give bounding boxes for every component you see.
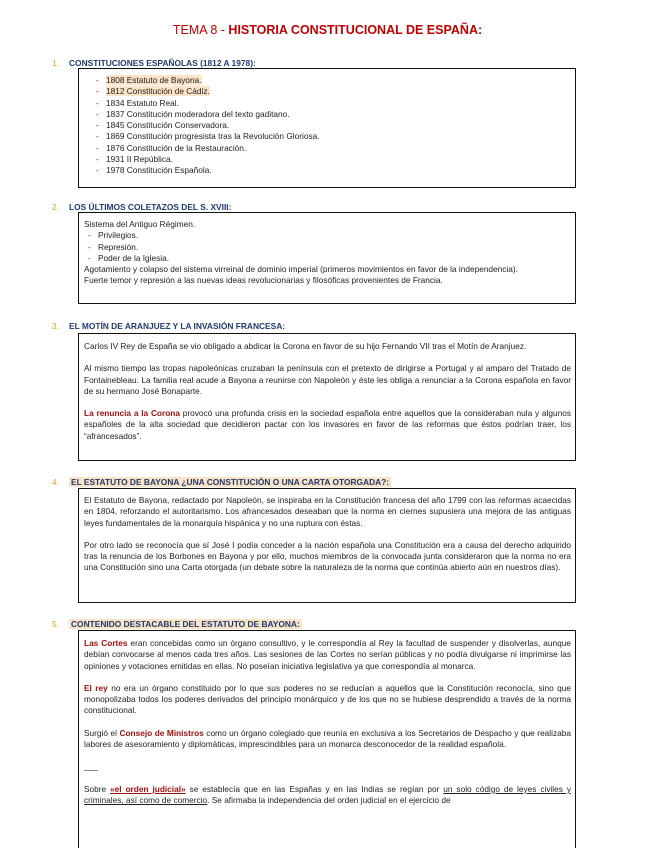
constituciones-box bbox=[78, 68, 576, 188]
list-item-text: Poder de la Iglesia. bbox=[98, 252, 170, 263]
dash-bullet: - bbox=[96, 97, 99, 108]
dash-bullet: - bbox=[96, 108, 99, 119]
list-item bbox=[88, 242, 567, 253]
section-number: 1. bbox=[52, 58, 59, 68]
underlined-text: un solo código de leyes civiles y criminales, así como de comercio bbox=[84, 783, 571, 805]
paragraph bbox=[84, 784, 571, 807]
page-title bbox=[0, 23, 655, 37]
list-item bbox=[96, 143, 567, 154]
highlight-term: El rey bbox=[84, 682, 108, 693]
list-item bbox=[96, 75, 567, 86]
paragraph: El Estatuto de Bayona, redactado por Napoleón, se inspiraba en la Constitución francesa del año 1799 con las reformas acaecidas en 1804, reforzando el autoritarismo. Los afrancesados deseaban que la norma en ciernes supusiera una mejora de las antiguas leyes fundamentales de la monarquía hispánica y no una ruptura con éstas. bbox=[84, 495, 571, 528]
dash-bullet: - bbox=[88, 252, 91, 263]
paragraph: Por otro lado se reconocía que sí José I podía conceder a la nación española una Constitución era a causa del derecho adquirido tras la renuncia de los Borbones en Bayona y por ello, muchos miembros de la convocada junta consideraron que la norma no era una Constitución sino una Carta otorgada (un debate sobre la naturaleza de la norma que continúa abierto aún en nuestros días). bbox=[84, 539, 571, 573]
section-title: EL MOTÍN DE ARANJUEZ Y LA INVASIÓN FRANCESA: bbox=[69, 321, 286, 331]
section-number: 2. bbox=[52, 202, 59, 212]
list-item bbox=[96, 154, 567, 165]
title-main: HISTORIA CONSTITUCIONAL DE ESPAÑA: bbox=[228, 23, 483, 37]
section-title: CONSTITUCIONES ESPAÑOLAS (1812 A 1978): bbox=[69, 58, 256, 68]
dash-bullet: - bbox=[96, 131, 99, 142]
list-item bbox=[88, 253, 567, 264]
list-item-text: 1845 Constitución Conservadora. bbox=[106, 120, 230, 131]
paragraph: Agotamiento y colapso del sistema virreinal de dominio imperial (primeros movimientos en favor de la independencia). bbox=[84, 264, 518, 275]
section-4-heading bbox=[52, 477, 391, 487]
list-item-text: 1808 Estatuto de Bayona. bbox=[106, 75, 202, 85]
highlight-term: La renuncia a la Corona bbox=[84, 408, 180, 419]
estatuto-box bbox=[78, 488, 576, 603]
dash-bullet: - bbox=[96, 142, 99, 153]
paragraph-text: como un órgano colegiado que reunía en exclusiva a los Secretarios de Despacho y que realizaba labores de asesoramiento y diplomáticas, imprescindibles para un monarca desconocedor de la realidad española. bbox=[84, 727, 571, 750]
section-title: EL ESTATUTO DE BAYONA ¿UNA CONSTITUCIÓN O UNA CARTA OTORGADA?: bbox=[71, 477, 390, 487]
section-5-heading bbox=[52, 619, 302, 629]
list-item bbox=[96, 120, 567, 131]
paragraph: Carlos IV Rey de España se vio obligado a abdicar la Corona en favor de su hijo Fernando VII tras el Motín de Aranjuez. bbox=[84, 341, 527, 351]
dash-bullet: - bbox=[96, 86, 99, 97]
separator: ___ bbox=[84, 761, 98, 772]
paragraph-text: provocó una profunda crisis en la sociedad española entre aquellos que la consideraban nula y algunos españoles de la alta sociedad que decidieron pactar con los invasores en favor de las reformas que éstos podrían traer, los “afrancesados”. bbox=[84, 408, 571, 441]
paragraph-text: no era un órgano constituido por lo que sus poderes no se reducían a aquellos que la Constitución reconocía, sino que monopolizaba todos los poderes derivados del principio monárquico y de los que no se hubiese desprendido a través de la norma constitucional. bbox=[84, 682, 572, 716]
highlight-term: Consejo de Ministros bbox=[119, 727, 204, 738]
paragraph bbox=[84, 408, 571, 442]
list-item-text: 1931 II República. bbox=[106, 154, 173, 165]
paragraph-text: eran concebidas como un órgano consultivo, y le correspondía al Rey la facultad de suspender y disolverlas, aunque debían convocarse al menos cada tres años. Las sesiones de las Cortes no serían públicas y no podía divulgarse ni imprimirse las opiniones y votaciones emitidas en ellas. No poseían iniciativa legislativa ya que correspondía al monarca. bbox=[84, 638, 571, 671]
dash-bullet: - bbox=[96, 120, 99, 131]
section-3-heading bbox=[52, 321, 285, 331]
list-item bbox=[96, 131, 567, 142]
section-title: LOS ÚLTIMOS COLETAZOS DEL S. XVIII: bbox=[69, 202, 232, 212]
dash-bullet: - bbox=[88, 241, 91, 252]
dash-bullet: - bbox=[96, 75, 99, 85]
antiguo-regimen-list bbox=[84, 230, 567, 264]
section-number: 4. bbox=[52, 477, 59, 487]
section-1-heading bbox=[52, 58, 256, 68]
paragraph: Fuerte temor y represión a las nuevas ideas revolucionarias y filosóficas provenientes de Francia. bbox=[84, 275, 443, 286]
section-number: 5. bbox=[52, 619, 59, 629]
highlight-term: «el orden judicial» bbox=[110, 783, 186, 794]
paragraph-text: se establecía que en las Españas y en las Indias se regían por bbox=[185, 783, 444, 794]
paragraph bbox=[84, 683, 571, 717]
dash-bullet: - bbox=[96, 154, 99, 165]
list-item-text: 1837 Constitución moderadora del texto gaditano. bbox=[106, 108, 290, 119]
section-2-heading bbox=[52, 202, 231, 212]
title-prefix: TEMA 8 - bbox=[172, 23, 229, 37]
list-item bbox=[96, 165, 567, 176]
paragraph: Al mismo tiempo las tropas napoleónicas cruzaban la península con el pretexto de dirigirse a Portugal y al amparo del Tratado de Fontainebleau. La familia real acude a Bayona a reunirse con Napoleón y éste les obliga a renunciar a la Corona española en favor de su hermano José Bonaparte. bbox=[84, 363, 571, 396]
section-number: 3. bbox=[52, 321, 59, 331]
antiguo-regimen-box bbox=[78, 212, 576, 304]
list-item bbox=[96, 98, 567, 109]
contenido-box bbox=[78, 630, 576, 848]
list-item-text: 1978 Constitución Española. bbox=[106, 165, 212, 176]
list-item-text: Represión. bbox=[98, 241, 139, 252]
paragraph bbox=[84, 728, 571, 751]
constituciones-list bbox=[87, 75, 567, 177]
list-item-text: 1876 Constitución de la Restauración. bbox=[106, 142, 247, 153]
paragraph-text: . Se afirmaba la independencia del orden judicial en el ejercicio de bbox=[207, 794, 451, 805]
paragraph-text: Sobre bbox=[84, 783, 111, 794]
list-item bbox=[96, 109, 567, 120]
section-title: CONTENIDO DESTACABLE DEL ESTATUTO DE BAYONA: bbox=[71, 619, 300, 629]
paragraph bbox=[84, 638, 571, 672]
list-item bbox=[96, 86, 567, 97]
paragraph-text: Surgió el bbox=[84, 727, 120, 738]
list-item bbox=[88, 230, 567, 241]
highlight-term: Las Cortes bbox=[84, 638, 128, 648]
list-item-text: Privilegios. bbox=[98, 230, 139, 241]
dash-bullet: - bbox=[96, 165, 99, 176]
paragraph: Sistema del Antiguo Régimen. bbox=[84, 219, 196, 229]
list-item-text: 1869 Constitución progresista tras la Revolución Gloriosa. bbox=[106, 131, 320, 142]
motin-box bbox=[78, 333, 576, 461]
list-item-text: 1834 Estatuto Real. bbox=[106, 97, 179, 108]
dash-bullet: - bbox=[88, 230, 91, 241]
list-item-text: 1812 Constitución de Cádiz. bbox=[106, 86, 210, 97]
